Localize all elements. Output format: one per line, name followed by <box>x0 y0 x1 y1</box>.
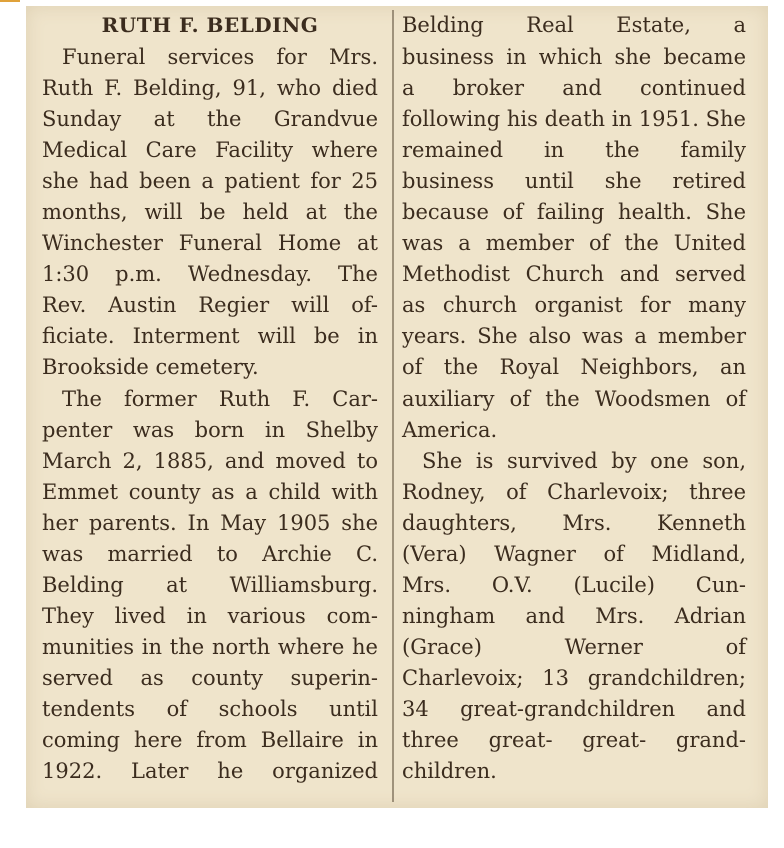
text-line: was a member of the United <box>402 231 746 255</box>
text-line: was married to Archie C. <box>42 542 378 566</box>
text-line: months, will be held at the <box>42 200 378 224</box>
text-line: a broker and continued <box>402 76 746 100</box>
text-line: Methodist Church and served <box>402 262 746 286</box>
text-line: They lived in various com- <box>42 604 378 628</box>
text-line: Ruth F. Belding, 91, who died <box>42 76 378 100</box>
text-line: Belding at Williamsburg. <box>42 573 378 597</box>
text-line: coming here from Bellaire in <box>42 728 378 752</box>
text-line: Rev. Austin Regier will of- <box>42 293 378 317</box>
text-line: Belding Real Estate, a <box>402 13 746 37</box>
text-line: because of failing health. She <box>402 200 746 224</box>
text-line: tendents of schools until <box>42 697 378 721</box>
text-line: Sunday at the Grandvue <box>42 107 378 131</box>
corner-mark <box>0 0 20 2</box>
text-line: Medical Care Facility where <box>42 138 378 162</box>
text-line: Funeral services for Mrs. <box>62 45 378 69</box>
text-line: ficiate. Interment will be in <box>42 324 378 348</box>
text-line: 1922. Later he organized <box>42 759 378 783</box>
text-line: Emmet county as a child with <box>42 480 378 504</box>
text-line: Winchester Funeral Home at <box>42 231 378 255</box>
text-line: her parents. In May 1905 she <box>42 511 378 535</box>
obituary-headline: RUTH F. BELDING <box>101 13 319 37</box>
text-line: business until she retired <box>402 169 746 193</box>
text-line: remained in the family <box>402 138 746 162</box>
text-line: munities in the north where he <box>42 635 378 659</box>
text-line: served as county superin- <box>42 666 378 690</box>
text-line: March 2, 1885, and moved to <box>42 449 378 473</box>
text-line: as church organist for many <box>402 293 746 317</box>
text-line: Brookside cemetery. <box>42 355 259 379</box>
text-line: Charlevoix; 13 grandchildren; <box>402 666 746 690</box>
text-line: (Vera) Wagner of Midland, <box>402 542 746 566</box>
text-line: (Grace) Werner of <box>402 635 746 659</box>
text-line: of the Royal Neighbors, an <box>402 355 746 379</box>
text-line: She is survived by one son, <box>422 449 746 473</box>
text-line: business in which she became <box>402 45 746 69</box>
text-line: years. She also was a member <box>402 324 746 348</box>
column-divider <box>392 10 394 802</box>
text-line: ningham and Mrs. Adrian <box>402 604 746 628</box>
obituary-clipping <box>26 6 768 808</box>
text-line: she had been a patient for 25 <box>42 169 378 193</box>
text-line: three great- great- grand- <box>402 728 746 752</box>
text-line: 1:30 p.m. Wednesday. The <box>42 262 378 286</box>
text-line: following his death in 1951. She <box>402 107 746 131</box>
text-line: children. <box>402 759 497 783</box>
text-line: America. <box>402 418 498 442</box>
text-line: penter was born in Shelby <box>42 418 378 442</box>
text-line: daughters, Mrs. Kenneth <box>402 511 746 535</box>
text-line: Mrs. O.V. (Lucile) Cun- <box>402 573 746 597</box>
text-line: auxiliary of the Woodsmen of <box>402 387 746 411</box>
text-line: The former Ruth F. Car- <box>62 387 378 411</box>
text-line: 34 great-grandchildren and <box>402 697 746 721</box>
text-line: Rodney, of Charlevoix; three <box>402 480 746 504</box>
